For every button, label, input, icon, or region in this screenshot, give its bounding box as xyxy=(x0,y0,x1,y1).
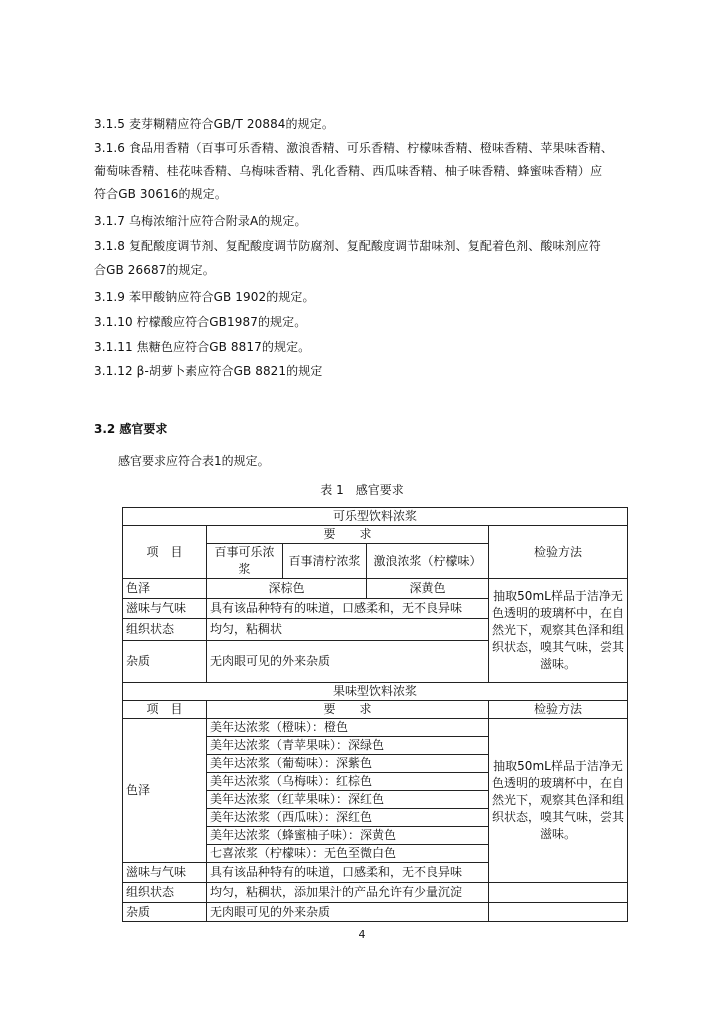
fruit-color-item: 美年达浓浆（西瓜味）：深红色 xyxy=(207,809,489,827)
cola-item-header: 项 目 xyxy=(123,526,207,579)
cola-requirement-header: 要 求 xyxy=(207,526,489,544)
fruit-color-item: 美年达浓浆（乌梅味）：红棕色 xyxy=(207,773,489,791)
fruit-item-header: 项 目 xyxy=(123,701,207,719)
clause-3-1-10: 3.1.10 柠檬酸应符合GB1987的规定。 xyxy=(94,315,307,329)
fruit-color-item: 美年达浓浆（葡萄味）：深紫色 xyxy=(207,755,489,773)
fruit-method-empty xyxy=(489,883,628,903)
col-pepsi: 百事可乐浓浆 xyxy=(207,544,283,579)
clause-3-1-6-line2: 葡萄味香精、桂花味香精、乌梅味香精、乳化香精、西瓜味香精、柚子味香精、蜂蜜味香精）应 xyxy=(94,164,603,178)
cola-method-header: 检验方法 xyxy=(489,526,628,579)
sensory-requirements-table xyxy=(122,507,628,922)
fruit-state-value: 均匀，粘稠状，添加果汁的产品允许有少量沉淀 xyxy=(207,883,489,903)
fruit-taste-value: 具有该品种特有的味道，口感柔和，无不良异味 xyxy=(207,863,489,883)
cola-impurity-value: 无肉眼可见的外来杂质 xyxy=(207,641,489,683)
clause-3-1-9: 3.1.9 苯甲酸钠应符合GB 1902的规定。 xyxy=(94,290,315,304)
fruit-impurity-label: 杂质 xyxy=(123,903,207,922)
clause-3-1-8-line1: 3.1.8 复配酸度调节剂、复配酸度调节防腐剂、复配酸度调节甜味剂、复配着色剂、酸味剂应符 xyxy=(94,239,601,253)
fruit-method-text: 抽取50mL样品于洁净无色透明的玻璃杯中，在自然光下，观察其色泽和组织状态，嗅其气味，尝其滋味。 xyxy=(489,719,628,883)
section-intro: 感官要求应符合表1的规定。 xyxy=(118,454,270,468)
fruit-method-empty xyxy=(489,903,628,922)
cola-state-value: 均匀，粘稠状 xyxy=(207,619,489,641)
clause-3-1-12: 3.1.12 β-胡萝卜素应符合GB 8821的规定 xyxy=(94,364,323,378)
fruit-impurity-value: 无肉眼可见的外来杂质 xyxy=(207,903,489,922)
cola-color-label: 色泽 xyxy=(123,579,207,599)
fruit-color-item: 美年达浓浆（蜂蜜柚子味）：深黄色 xyxy=(207,827,489,845)
col-mountain-dew: 激浪浓浆（柠檬味） xyxy=(367,544,489,579)
fruit-state-label: 组织状态 xyxy=(123,883,207,903)
section-title: 3.2 感官要求 xyxy=(94,422,168,436)
col-pepsi-lemon: 百事清柠浓浆 xyxy=(283,544,367,579)
cola-color-value-b: 深黄色 xyxy=(367,579,489,599)
fruit-section-header: 果味型饮料浓浆 xyxy=(123,683,628,701)
table-caption: 表 1 感官要求 xyxy=(320,483,404,497)
fruit-method-header: 检验方法 xyxy=(489,701,628,719)
clause-3-1-6-line3: 符合GB 30616的规定。 xyxy=(94,187,227,201)
fruit-color-item: 七喜浓浆（柠檬味）：无色至微白色 xyxy=(207,845,489,863)
clause-3-1-11: 3.1.11 焦糖色应符合GB 8817的规定。 xyxy=(94,340,311,354)
cola-impurity-label: 杂质 xyxy=(123,641,207,683)
fruit-color-item: 美年达浓浆（橙味）：橙色 xyxy=(207,719,489,737)
clause-3-1-5: 3.1.5 麦芽糊精应符合GB/T 20884的规定。 xyxy=(94,117,334,131)
cola-method-text: 抽取50mL样品于洁净无色透明的玻璃杯中，在自然光下，观察其色泽和组织状态，嗅其气味，尝其滋味。 xyxy=(489,579,628,683)
fruit-color-item: 美年达浓浆（青苹果味）：深绿色 xyxy=(207,737,489,755)
cola-taste-label: 滋味与气味 xyxy=(123,599,207,619)
page-number: 4 xyxy=(358,928,366,941)
cola-state-label: 组织状态 xyxy=(123,619,207,641)
cola-taste-value: 具有该品种特有的味道，口感柔和，无不良异味 xyxy=(207,599,489,619)
clause-3-1-7: 3.1.7 乌梅浓缩汁应符合附录A的规定。 xyxy=(94,214,307,228)
clause-3-1-6-line1: 3.1.6 食品用香精（百事可乐香精、激浪香精、可乐香精、柠檬味香精、橙味香精、苹果味香精、 xyxy=(94,141,613,155)
fruit-requirement-header: 要 求 xyxy=(207,701,489,719)
fruit-color-item: 美年达浓浆（红苹果味）：深红色 xyxy=(207,791,489,809)
cola-color-value-a: 深棕色 xyxy=(207,579,367,599)
clause-3-1-8-line2: 合GB 26687的规定。 xyxy=(94,263,215,277)
cola-section-header: 可乐型饮料浓浆 xyxy=(123,508,628,526)
fruit-color-label: 色泽 xyxy=(123,719,207,863)
fruit-taste-label: 滋味与气味 xyxy=(123,863,207,883)
